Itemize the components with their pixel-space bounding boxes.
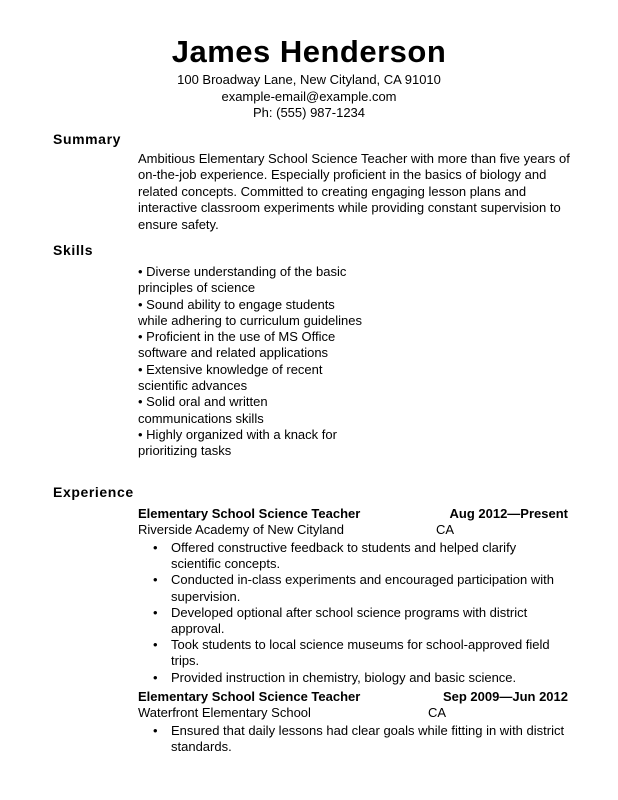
job-entry — [138, 689, 568, 755]
skill-item: • Sound ability to engage students while adhering to curriculum guidelines — [138, 297, 363, 330]
skills-list — [138, 264, 363, 460]
skill-item: • Diverse understanding of the basic principles of science — [138, 264, 363, 297]
summary-heading: Summary — [53, 131, 122, 147]
job-bullet: • Developed optional after school science programs with district approval. — [138, 605, 568, 637]
job-bullet: • Conducted in-class experiments and encouraged participation with supervision. — [138, 572, 568, 604]
job-title: Elementary School Science Teacher — [138, 689, 361, 704]
job-title: Elementary School Science Teacher — [138, 506, 361, 521]
job-dates: Aug 2012—Present — [449, 506, 568, 521]
job-state: CA — [436, 522, 455, 537]
job-company: Waterfront Elementary School — [138, 705, 311, 720]
summary-text: Ambitious Elementary School Science Teacher with more than five years of on-the-job experience. Especially proficient in the basics of biology and related concepts. Committed to creating engaging lesson plans and interactive classroom experiments while providing constant supervision to ensure safety. — [138, 151, 570, 232]
job-company: Riverside Academy of New Cityland — [138, 522, 344, 537]
job-state: CA — [428, 705, 447, 720]
contact-address: 100 Broadway Lane, New Cityland, CA 91010 — [177, 72, 441, 87]
contact-email: example-email@example.com — [221, 89, 397, 104]
job-bullet: • Took students to local science museums for school-approved field trips. — [138, 637, 568, 669]
skills-heading: Skills — [53, 242, 94, 258]
skill-item: • Extensive knowledge of recent scientific advances — [138, 362, 363, 395]
experience-heading: Experience — [53, 484, 134, 500]
skill-item: • Highly organized with a knack for prioritizing tasks — [138, 427, 363, 460]
job-bullet: • Offered constructive feedback to students and helped clarify scientific concepts. — [138, 540, 568, 572]
job-entry — [138, 506, 568, 686]
candidate-name: James Henderson — [171, 34, 447, 69]
job-bullets — [138, 723, 568, 755]
skill-item: • Solid oral and written communications skills — [138, 394, 363, 427]
job-bullet: • Ensured that daily lessons had clear goals while fitting in with district standards. — [138, 723, 568, 755]
skill-item: • Proficient in the use of MS Office software and related applications — [138, 329, 363, 362]
job-bullets — [138, 540, 568, 686]
contact-phone: Ph: (555) 987-1234 — [252, 105, 366, 120]
job-bullet: • Provided instruction in chemistry, biology and basic science. — [138, 670, 568, 686]
job-dates: Sep 2009—Jun 2012 — [442, 689, 568, 704]
